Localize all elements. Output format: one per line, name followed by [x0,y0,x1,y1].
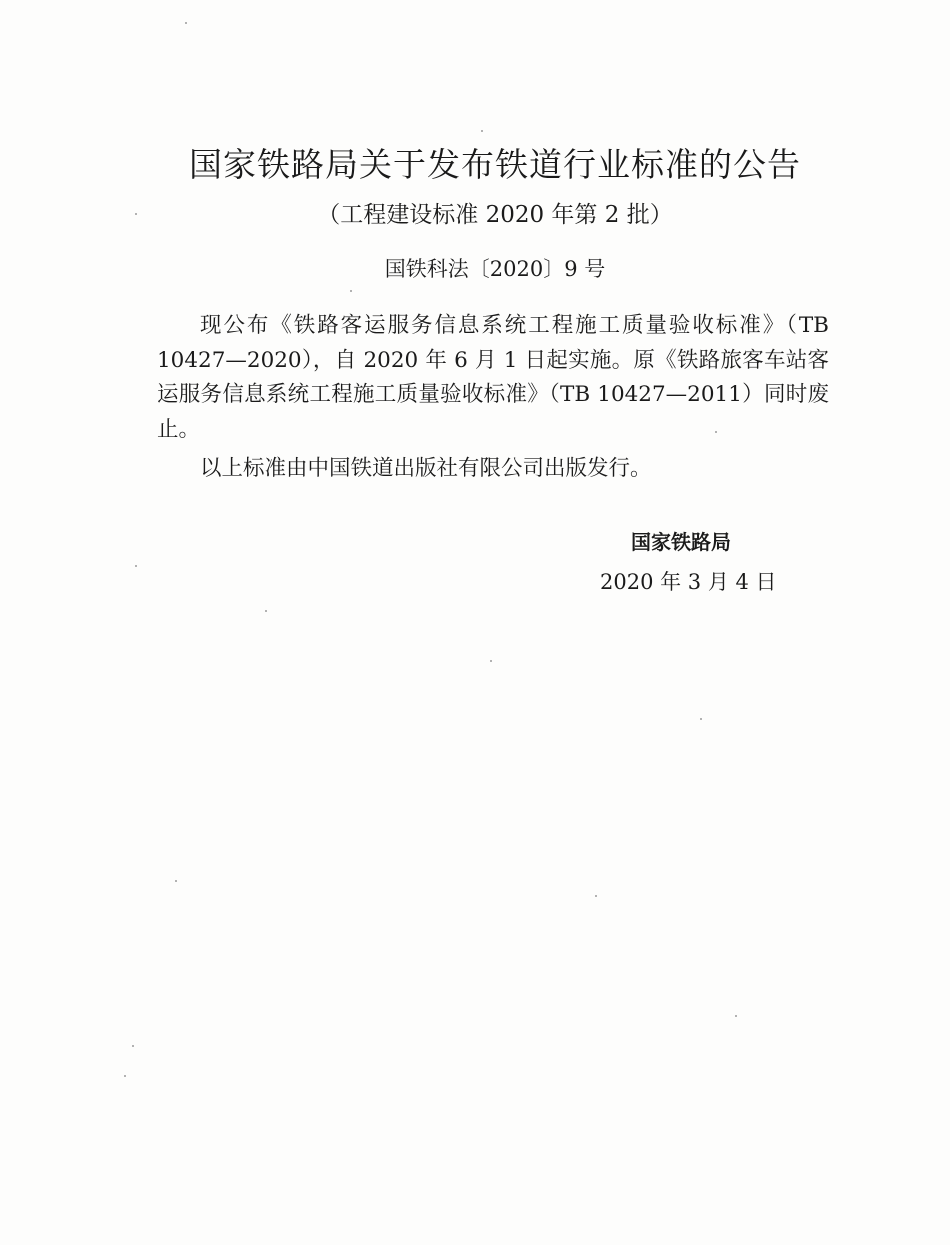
scan-speck [735,1015,737,1017]
scan-speck [715,431,717,433]
document-number: 国铁科法〔2020〕9 号 [384,257,606,281]
scan-speck [481,130,483,132]
scan-speck [132,1045,134,1047]
scan-speck [265,610,267,612]
body-paragraph-1: 现公布《铁路客运服务信息系统工程施工质量验收标准》（TB 10427—2020），自 2020 年 6 月 1 日起实施。原《铁路旅客车站客运服务信息系统工程施工质量验收标准》（TB 10427—2011）同时废止。 [157,313,829,442]
body-paragraph-2: 以上标准由中国铁道出版社有限公司出版发行。 [200,456,652,481]
scan-speck [700,718,702,720]
scan-speck [490,660,492,662]
document-title: 国家铁路局关于发布铁道行业标准的公告 [189,145,801,184]
document-subtitle: （工程建设标准 2020 年第 2 批） [317,202,673,228]
scan-speck [175,880,177,882]
scan-speck [135,565,137,567]
signer-name: 国家铁路局 [631,530,731,554]
scan-speck [595,895,597,897]
scan-speck [350,290,352,292]
scan-speck [135,213,137,215]
scan-speck [185,22,187,24]
scan-speck [124,1075,126,1077]
issue-date: 2020 年 3 月 4 日 [600,570,777,594]
